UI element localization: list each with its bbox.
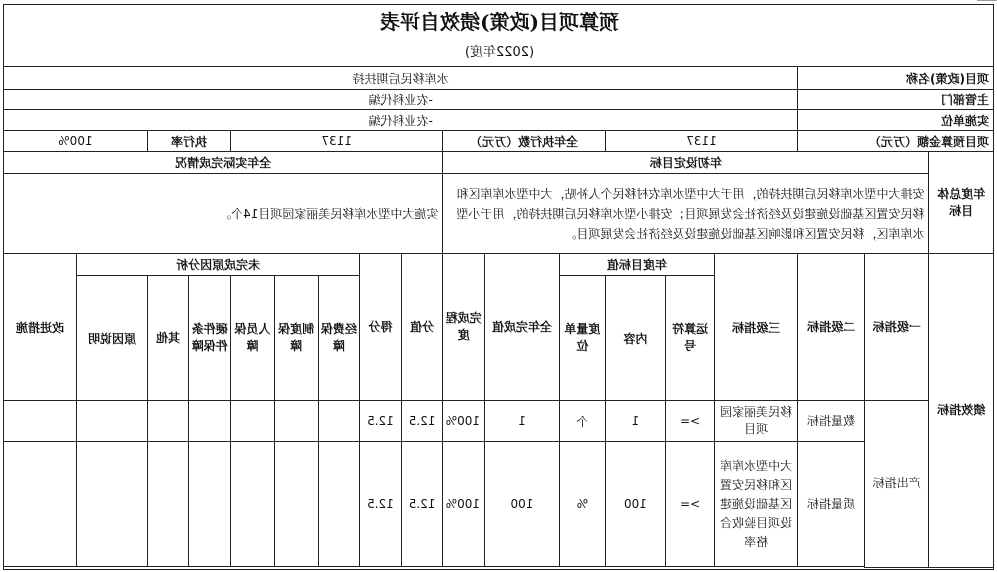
header-unit: 度量单位	[559, 276, 605, 401]
row-level2: 质量指标	[798, 442, 865, 567]
header-operator: 运算符号	[666, 276, 715, 401]
unit-value: -农业科代编	[4, 110, 798, 131]
row-score: 12.5	[360, 401, 402, 442]
exec-rate-label: 执行率	[147, 131, 230, 152]
exec-amount-value: 1137	[231, 131, 443, 152]
budget-value: 1137	[605, 131, 798, 152]
initial-goal-header: 年初设定目标	[443, 152, 929, 174]
row-score: 12.5	[360, 442, 402, 567]
row-actual-value: 1	[485, 401, 560, 442]
row-improve-cell	[4, 442, 77, 567]
actual-text: 实施大中型水库移民美丽家园项目14个。	[4, 174, 443, 254]
row-completion: 100%	[443, 401, 485, 442]
row-reason-cell	[77, 401, 148, 442]
header-level2: 二级指标	[798, 254, 865, 401]
row-level3: 大中型水库库区和移民安置区基础设施建设项目验收合格率	[715, 442, 798, 567]
row-reason-cell	[274, 401, 318, 442]
header-reason-funding: 经费保障	[318, 276, 360, 401]
header-reason-staff: 人员保障	[231, 276, 275, 401]
header-reason-hardware: 硬件条件保障	[189, 276, 231, 401]
initial-goal-text: 安排大中型水库移民后期扶持的，用于大中型水库农村移民个人补贴，大中型水库库区和移民安置区基础设施建设及经济社会发展项目；安排小型水库移民后期扶持的，用于小型水库库区，移民安置区和影响区基础设施建设及经济社会发展项目。	[443, 174, 929, 254]
header-level1: 一级指标	[864, 254, 929, 401]
exec-rate-value: 100%	[4, 131, 148, 152]
evaluation-table	[3, 66, 994, 568]
project-name-label: 项目(政策)名称	[798, 67, 994, 90]
dept-value: -农业科代编	[4, 90, 798, 110]
row-actual-value: 100	[485, 442, 560, 567]
indicators-section-label: 绩效指标	[929, 254, 994, 568]
exec-amount-label: 全年执行数（万元）	[443, 131, 605, 152]
row-weight: 12.5	[401, 401, 443, 442]
dept-label: 主管部门	[798, 90, 994, 110]
row-completion: 100%	[443, 442, 485, 567]
row-level1: 产出指标	[864, 401, 929, 568]
annual-goal-label: 年度总体目标	[929, 152, 994, 254]
header-actual-value: 全年完成值	[485, 254, 560, 401]
header-annual-target: 年度目标值	[559, 254, 714, 276]
row-improve-cell	[4, 401, 77, 442]
row-unit: %	[559, 442, 605, 567]
header-level3: 三级指标	[715, 254, 798, 401]
row-operator: >=	[666, 401, 715, 442]
budget-label: 项目预算金额（万元）	[798, 131, 994, 152]
row-weight: 12.5	[401, 442, 443, 567]
row-reason-cell	[231, 442, 275, 567]
row-reason-cell	[147, 442, 189, 567]
year-subtitle: (2022年度)	[464, 45, 535, 60]
row-level3: 移民美丽家园项目	[715, 401, 798, 442]
row-reason-cell	[318, 442, 360, 567]
row-reason-cell	[77, 442, 148, 567]
row-reason-cell	[189, 401, 231, 442]
header-weight: 分值	[401, 254, 443, 401]
page-title: 预算项目(政策)绩效自评表	[380, 10, 619, 34]
row-operator: >=	[666, 442, 715, 567]
header-improve: 改进措施	[4, 254, 77, 401]
row-reason-cell	[274, 442, 318, 567]
row-unit: 个	[559, 401, 605, 442]
row-reason-cell	[318, 401, 360, 442]
header-reason-note: 原因说明	[77, 276, 148, 401]
row-content: 100	[605, 442, 665, 567]
header-unfinished: 未完成原因分析	[77, 254, 360, 276]
project-name-value: 水库移民后期扶持	[4, 67, 798, 90]
row-level2: 数量指标	[798, 401, 865, 442]
row-reason-cell	[189, 442, 231, 567]
row-reason-cell	[231, 401, 275, 442]
row-reason-cell	[147, 401, 189, 442]
header-content: 内容	[605, 276, 665, 401]
header-reason-system: 制度保障	[274, 276, 318, 401]
row-content: 1	[605, 401, 665, 442]
header-completion: 完成程度	[443, 254, 485, 401]
header-score: 得分	[360, 254, 402, 401]
header-reason-other: 其他	[147, 276, 189, 401]
actual-header: 全年实际完成情况	[4, 152, 443, 174]
unit-label: 实施单位	[798, 110, 994, 131]
spacer	[4, 567, 865, 568]
